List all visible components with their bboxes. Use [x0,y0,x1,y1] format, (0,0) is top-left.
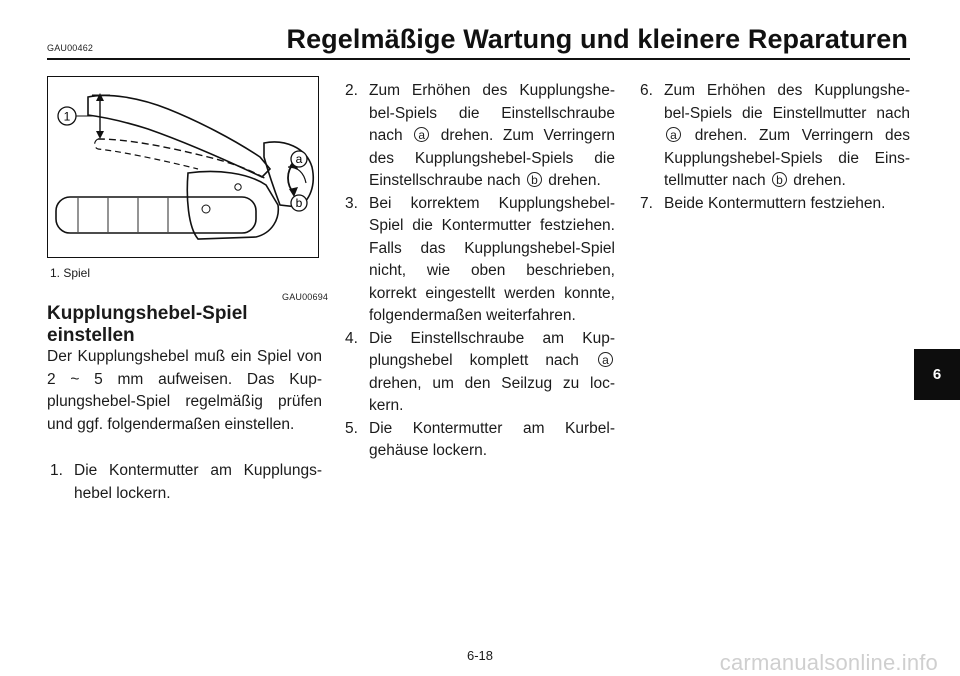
steps-column-2 [345,80,615,463]
step-text-part: drehen. [788,172,846,189]
step-number: 4. [345,329,358,347]
header-rule [47,58,910,60]
symbol-b: b [527,172,542,187]
step-text-part: drehen. Zum Verringern des Kupplungshebel-Spiels die Einstellschraube nach [369,127,615,189]
step-item [640,80,910,193]
clutch-lever-figure [47,76,319,258]
step-text-part: drehen. Zum Verringern des Kupplungshebel-Spiels die Eins-tellmutter nach [664,127,910,189]
step-item [640,193,910,216]
step-item [345,418,615,463]
play-arrow-up [96,93,104,101]
step-text: Die Kontermutter am Kupplungs-hebel lockern. [74,462,322,502]
step-number: 6. [640,82,653,99]
callout-a-label: a [295,152,303,166]
step-text: Bei korrektem Kupplungshebel-Spiel die Kontermutter festziehen. Falls das Kupplungshebel-Spiel nicht, wie oben beschrieben, korrekt eingestellt werden konnte, folgendermaßen weiterfahren. [369,194,615,324]
play-arrow-down [96,131,104,139]
callout-b-label: b [295,196,303,210]
symbol-a: a [414,127,429,142]
steps-column-1 [50,460,322,505]
switch-housing [187,172,278,240]
callout-1-label: 1 [63,109,71,124]
step-number: 5. [345,419,358,437]
page-header-title: Regelmäßige Wartung und kleinere Reparaturen [286,24,908,54]
step-number: 2. [345,82,358,99]
symbol-a: a [598,352,613,367]
steps-column-3 [640,80,910,215]
grip [56,197,256,233]
section-title: Kupplungshebel-Spiel einstellen [47,303,248,346]
chapter-tab: 6 [914,349,960,400]
section-code: GAU00694 [282,292,329,302]
watermark: carmanualsonline.info [719,650,938,675]
step-number: 3. [345,194,358,212]
step-text-part: Zum Erhöhen des Kupplungshe-bel-Spiels die Einstellschraube nach [369,82,615,144]
step-number: 1. [50,462,63,479]
symbol-a: a [666,127,681,142]
step-item [345,80,615,193]
figure-caption: 1. Spiel [50,266,91,280]
step-text-part: Zum Erhöhen des Kupplungshe-bel-Spiels die Einstellmutter nach [664,82,910,122]
step-text-part: drehen. [543,172,601,189]
step-number: 7. [640,194,653,212]
symbol-b: b [772,172,787,187]
step-text-part: Die Einstellschraube am Kup-plungshebel komplett nach [369,329,615,369]
page-number: 6-18 [466,648,494,663]
step-item [50,460,322,505]
step-text: Die Kontermutter am Kurbel-gehäuse lockern. [369,419,615,459]
step-item [345,193,615,328]
step-text-part: drehen, um den Seilzug zu loc-kern. [369,374,615,414]
section-intro: Der Kupplungshebel muß ein Spiel von 2 ~ 5 mm aufweisen. Das Kup-plungshebel-Spiel regelmäßig prüfen und ggf. folgendermaßen einstellen. [47,348,322,433]
step-item [345,328,615,418]
step-text: Beide Kontermuttern festziehen. [664,194,886,212]
header-code: GAU00462 [47,43,94,53]
clutch-lever-illustration [48,77,319,258]
